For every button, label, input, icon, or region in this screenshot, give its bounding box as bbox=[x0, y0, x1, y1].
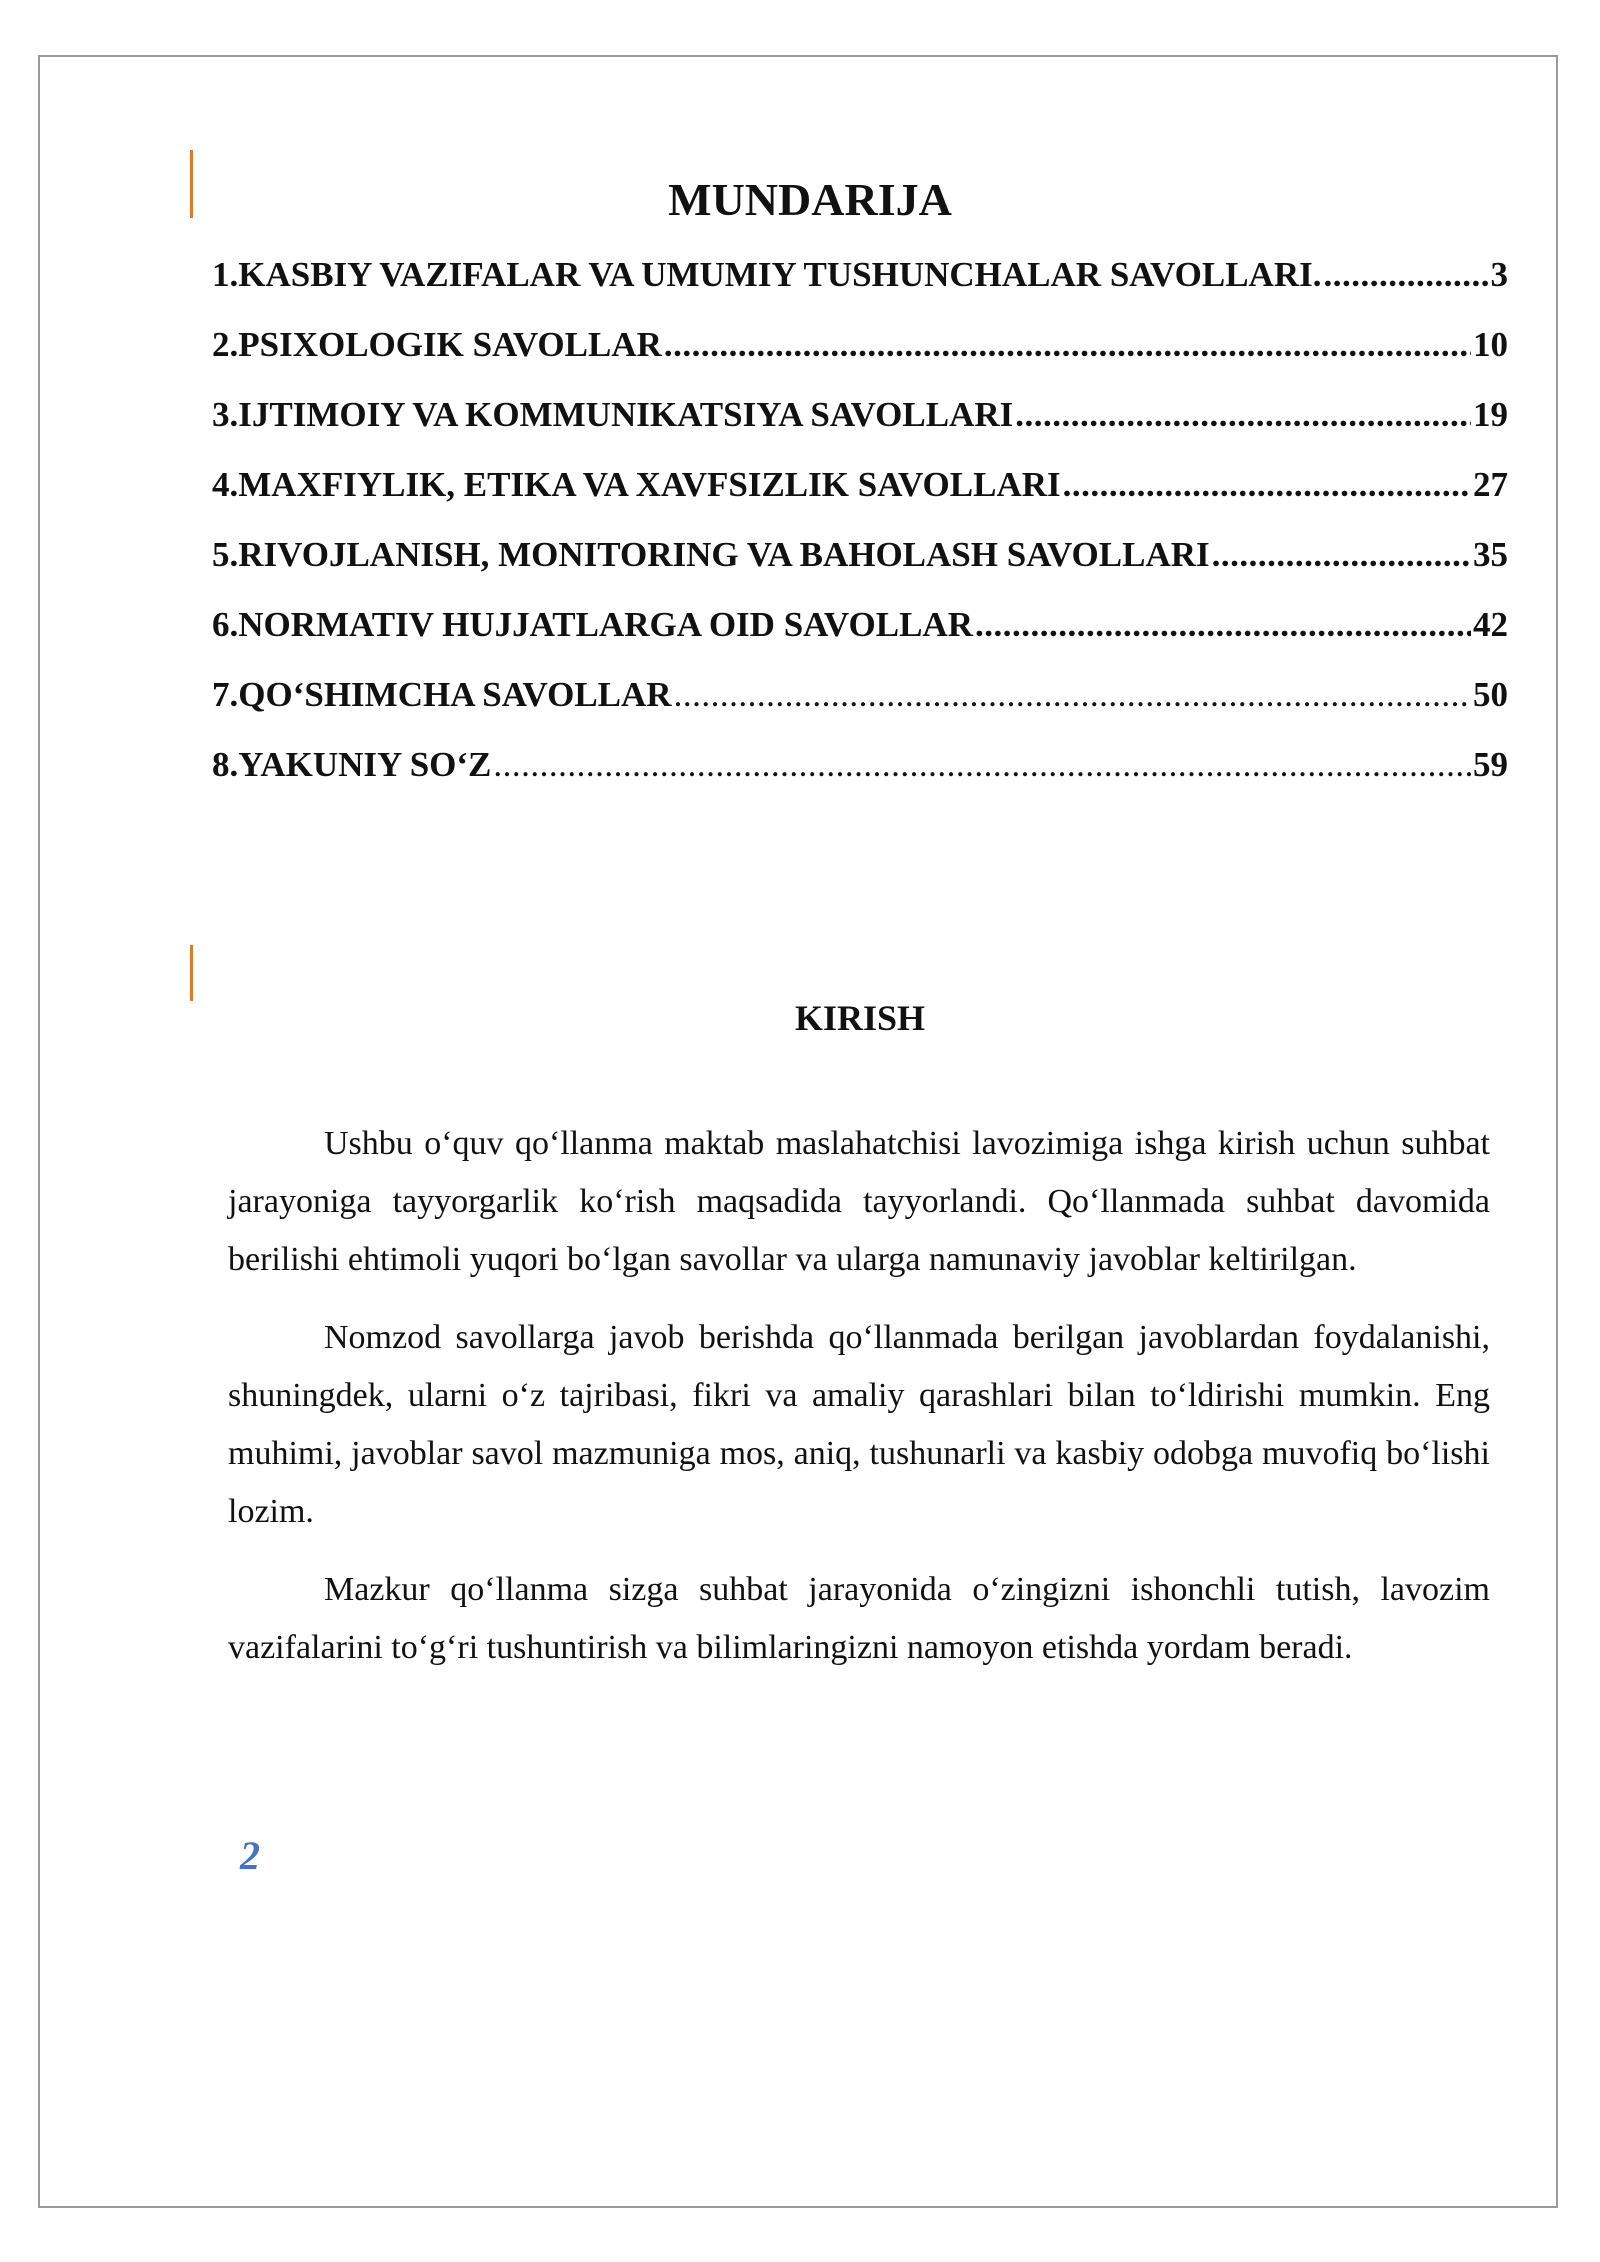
toc-entry-text: 8.YAKUNIY SO‘Z bbox=[212, 745, 492, 784]
page-number: 2 bbox=[240, 1833, 260, 1878]
toc-entry-page: 27 bbox=[1473, 465, 1508, 504]
toc-entry-text: 1.KASBIY VAZIFALAR VA UMUMIY TUSHUNCHALAR SAVOLLARI. bbox=[212, 255, 1322, 294]
toc-leader bbox=[1212, 525, 1471, 585]
toc-entry[interactable] bbox=[212, 525, 1508, 595]
toc-entry-page: 59 bbox=[1473, 745, 1508, 784]
intro-paragraph: Ushbu o‘quv qo‘llanma maktab maslahatchisi lavozimiga ishga kirish uchun suhbat jarayoniga tayyorgarlik ko‘rish maqsadida tayyorlandi. Qo‘llanmada suhbat davomida berilishi ehtimoli yuqori bo‘lgan savollar va ularga namunaviy javoblar keltirilgan. bbox=[228, 1125, 1490, 1278]
toc-entry-page: 42 bbox=[1473, 605, 1508, 644]
toc-leader bbox=[664, 315, 1471, 375]
toc-entry-page: 3 bbox=[1490, 255, 1508, 294]
table-of-contents bbox=[212, 245, 1508, 805]
toc-leader bbox=[1323, 245, 1488, 305]
toc-entry[interactable] bbox=[212, 245, 1508, 315]
toc-entry-text: 3.IJTIMOIY VA KOMMUNIKATSIYA SAVOLLARI bbox=[212, 395, 1014, 434]
intro-paragraph: Mazkur qo‘llanma sizga suhbat jarayonida o‘zingizni ishonchli tutish, lavozim vazifalarini to‘g‘ri tushuntirish va bilimlaringizni namoyon etishda yordam beradi. bbox=[228, 1571, 1490, 1666]
toc-entry[interactable] bbox=[212, 315, 1508, 385]
intro-paragraph: Nomzod savollarga javob berishda qo‘llanmada berilgan javoblardan foydalanishi, shuningdek, ularni o‘z tajribasi, fikri va amaliy qarashlari bilan to‘ldirishi mumkin. Eng muhimi, javoblar savol mazmuniga mos, aniq, tushunarli va kasbiy odobga muvofiq bo‘lishi lozim. bbox=[228, 1319, 1490, 1530]
intro-body bbox=[228, 1115, 1490, 1697]
toc-entry[interactable] bbox=[212, 455, 1508, 525]
toc-entry-page: 19 bbox=[1473, 395, 1508, 434]
toc-entry[interactable] bbox=[212, 385, 1508, 455]
toc-leader bbox=[674, 665, 1471, 725]
toc-leader bbox=[493, 735, 1471, 795]
toc-entry-text: 2.PSIXOLOGIK SAVOLLAR bbox=[212, 325, 662, 364]
toc-entry-page: 10 bbox=[1473, 325, 1508, 364]
intro-title: KIRISH bbox=[794, 998, 926, 1038]
toc-entry-text: 6.NORMATIV HUJJATLARGA OID SAVOLLAR bbox=[212, 605, 973, 644]
toc-entry-text: 5.RIVOJLANISH, MONITORING VA BAHOLASH SAVOLLARI bbox=[212, 535, 1210, 574]
toc-leader bbox=[1063, 455, 1471, 515]
toc-entry-page: 35 bbox=[1473, 535, 1508, 574]
toc-entry[interactable] bbox=[212, 665, 1508, 735]
toc-entry-text: 7.QO‘SHIMCHA SAVOLLAR bbox=[212, 675, 672, 714]
toc-entry-page: 50 bbox=[1473, 675, 1508, 714]
toc-leader bbox=[975, 595, 1471, 655]
toc-leader bbox=[1015, 385, 1471, 445]
toc-entry[interactable] bbox=[212, 735, 1508, 805]
toc-entry[interactable] bbox=[212, 595, 1508, 665]
toc-entry-text: 4.MAXFIYLIK, ETIKA VA XAVFSIZLIK SAVOLLARI bbox=[212, 465, 1061, 504]
toc-title: MUNDARIJA bbox=[668, 174, 952, 225]
